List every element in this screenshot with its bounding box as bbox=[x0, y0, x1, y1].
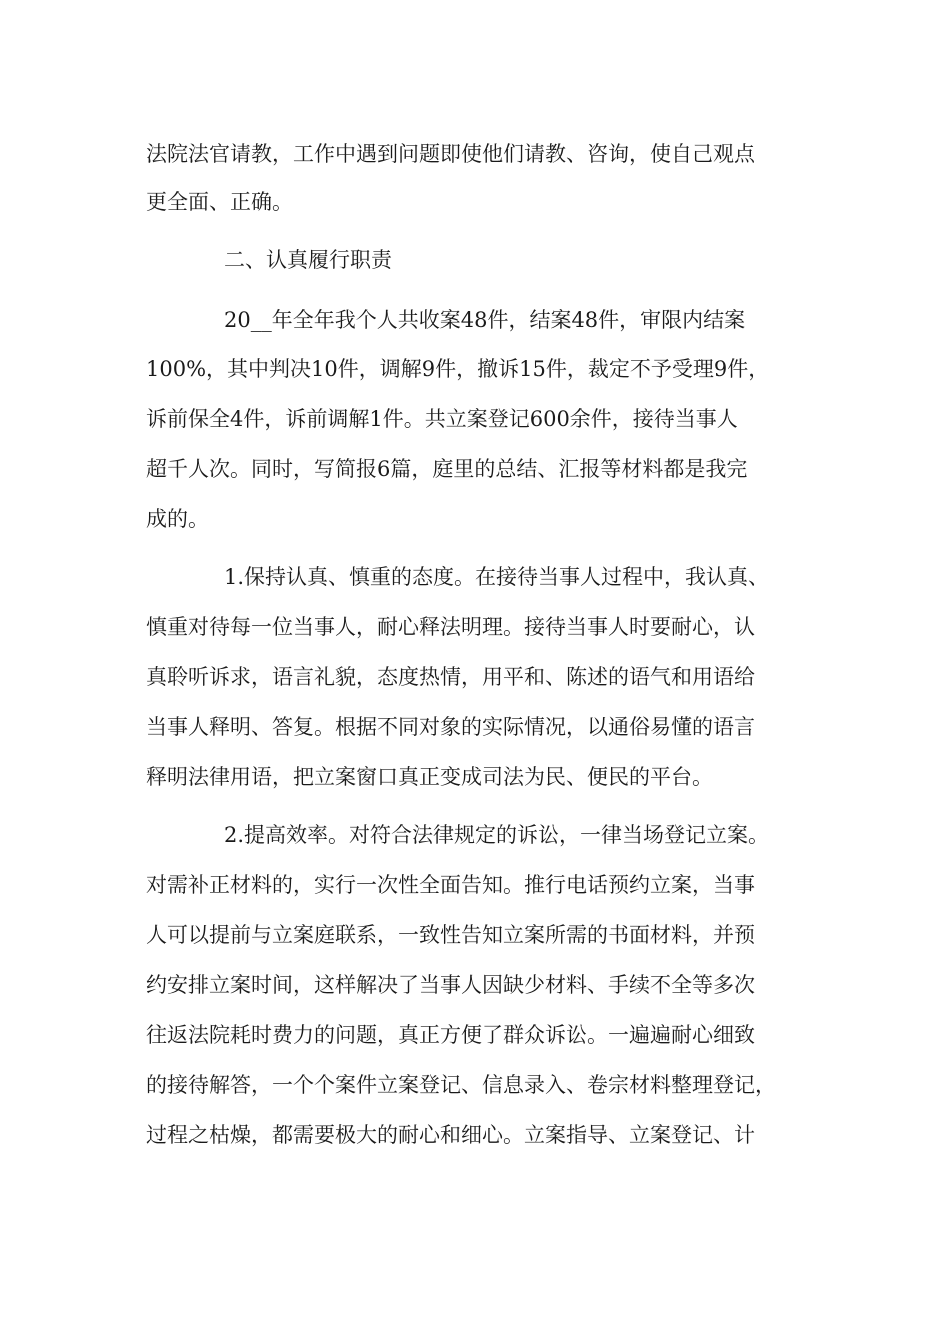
text-line: 约安排立案时间，这样解决了当事人因缺少材料、手续不全等多次 bbox=[146, 973, 755, 997]
text-line: 的接待解答，一个个案件立案登记、信息录入、卷宗材料整理登记， bbox=[146, 1073, 776, 1097]
text-line: 2.提高效率。对符合法律规定的诉讼，一律当场登记立案。 bbox=[224, 823, 770, 847]
text-line: 更全面、正确。 bbox=[146, 190, 293, 214]
text-line: 100%，其中判决10件，调解9件，撤诉15件，裁定不予受理9件， bbox=[146, 357, 770, 381]
text-line: 成的。 bbox=[146, 507, 209, 531]
text-line: 法院法官请教，工作中遇到问题即使他们请教、咨询，使自己观点 bbox=[146, 142, 755, 166]
section-heading: 二、认真履行职责 bbox=[224, 248, 392, 272]
text-line: 对需补正材料的，实行一次性全面告知。推行电话预约立案，当事 bbox=[146, 873, 755, 897]
text-line: 慎重对待每一位当事人，耐心释法明理。接待当事人时要耐心，认 bbox=[146, 615, 755, 639]
text-line: 当事人释明、答复。根据不同对象的实际情况，以通俗易懂的语言 bbox=[146, 715, 755, 739]
text-line: 人可以提前与立案庭联系，一致性告知立案所需的书面材料，并预 bbox=[146, 923, 755, 947]
text-line: 超千人次。同时，写简报6篇，庭里的总结、汇报等材料都是我完 bbox=[146, 457, 748, 481]
text-line: 释明法律用语，把立案窗口真正变成司法为民、便民的平台。 bbox=[146, 765, 713, 789]
text-line: 过程之枯燥，都需要极大的耐心和细心。立案指导、立案登记、计 bbox=[146, 1123, 755, 1147]
text-line: 真聆听诉求，语言礼貌，态度热情，用平和、陈述的语气和用语给 bbox=[146, 665, 755, 689]
text-line: 1.保持认真、慎重的态度。在接待当事人过程中，我认真、 bbox=[224, 565, 770, 589]
text-line: 20__年全年我个人共收案48件，结案48件，审限内结案 bbox=[224, 308, 746, 332]
text-line: 诉前保全4件，诉前调解1件。共立案登记600余件，接待当事人 bbox=[146, 407, 738, 431]
text-line: 往返法院耗时费力的问题，真正方便了群众诉讼。一遍遍耐心细致 bbox=[146, 1023, 755, 1047]
